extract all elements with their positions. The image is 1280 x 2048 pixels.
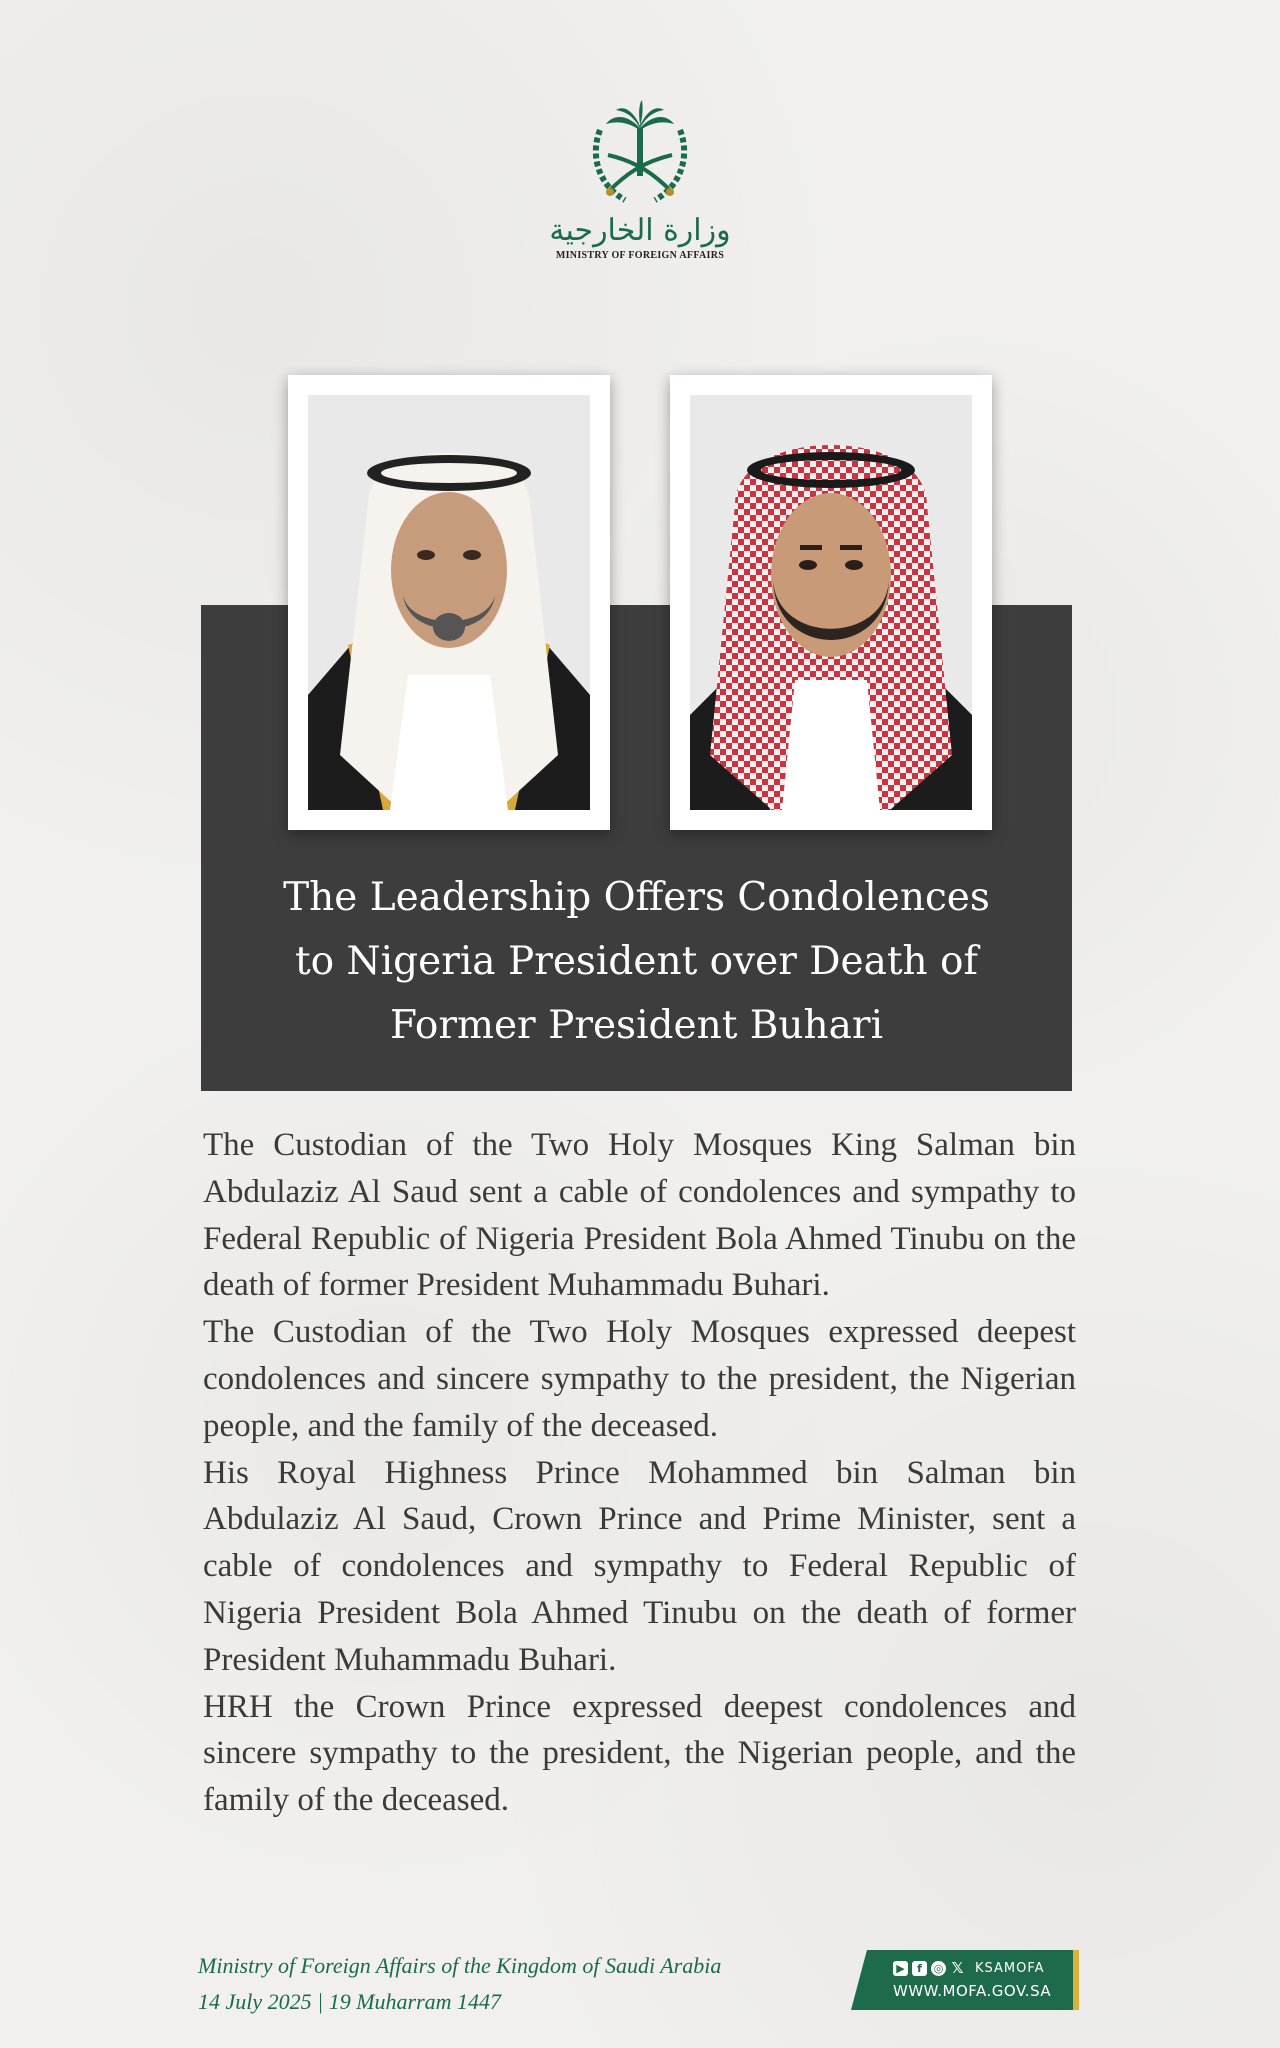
- portrait-crown-prince: [690, 395, 972, 810]
- headline-line-2: to Nigeria President over Death of: [295, 939, 978, 984]
- headline: [201, 866, 1072, 1058]
- paragraph-1: The Custodian of the Two Holy Mosques King Salman bin Abdulaziz Al Saud sent a cable of condolences and sympathy to Federal Republic of Nigeria President Bola Ahmed Tinubu on the death of former President Muhammadu Buhari.: [203, 1127, 1076, 1304]
- social-handle[interactable]: KSAMOFA: [975, 1960, 1045, 1976]
- headline-line-1: The Leadership Offers Condolences: [283, 875, 990, 920]
- ministry-arabic-name: وزارة الخارجية: [549, 213, 731, 248]
- photo-frame-king: [288, 375, 610, 830]
- footer-org: Ministry of Foreign Affairs of the Kingdom of Saudi Arabia: [198, 1953, 722, 1978]
- social-badge: [851, 1950, 1079, 2010]
- paragraph-2: The Custodian of the Two Holy Mosques expressed deepest condolences and sincere sympathy to the president, the Nigerian people, and the family of the deceased.: [203, 1314, 1076, 1444]
- headline-line-3: Former President Buhari: [389, 1003, 884, 1048]
- ministry-logo: [540, 100, 740, 290]
- ministry-english-name: MINISTRY OF FOREIGN AFFAIRS: [555, 250, 725, 261]
- website-link[interactable]: WWW.MOFA.GOV.SA: [893, 1982, 1052, 2000]
- instagram-icon[interactable]: ◎: [931, 1961, 946, 1976]
- paragraph-4: HRH the Crown Prince expressed deepest condolences and sincere sympathy to the president, the Nigerian people, and the family of the deceased.: [203, 1688, 1076, 1819]
- portrait-king: [308, 395, 590, 810]
- social-row: [893, 1958, 1045, 1978]
- article-body: [203, 1122, 1076, 1824]
- badge-gold-stripe: [1073, 1950, 1079, 2010]
- footer-credit: [198, 1948, 721, 2020]
- x-icon[interactable]: 𝕏: [951, 1958, 964, 1977]
- youtube-icon[interactable]: ▶: [893, 1961, 908, 1976]
- footer-date: 14 July 2025 | 19 Muharram 1447: [198, 1989, 502, 2014]
- paragraph-3: His Royal Highness Prince Mohammed bin Salman bin Abdulaziz Al Saud, Crown Prince and Prime Minister, sent a cable of condolences and sympathy to Federal Republic of Nigeria President Bola Ahmed Tinubu on the death of former President Muhammadu Buhari.: [203, 1454, 1076, 1678]
- palm-swords-emblem-icon: [580, 100, 700, 210]
- facebook-icon[interactable]: f: [912, 1961, 927, 1976]
- photo-frame-crown-prince: [670, 375, 992, 830]
